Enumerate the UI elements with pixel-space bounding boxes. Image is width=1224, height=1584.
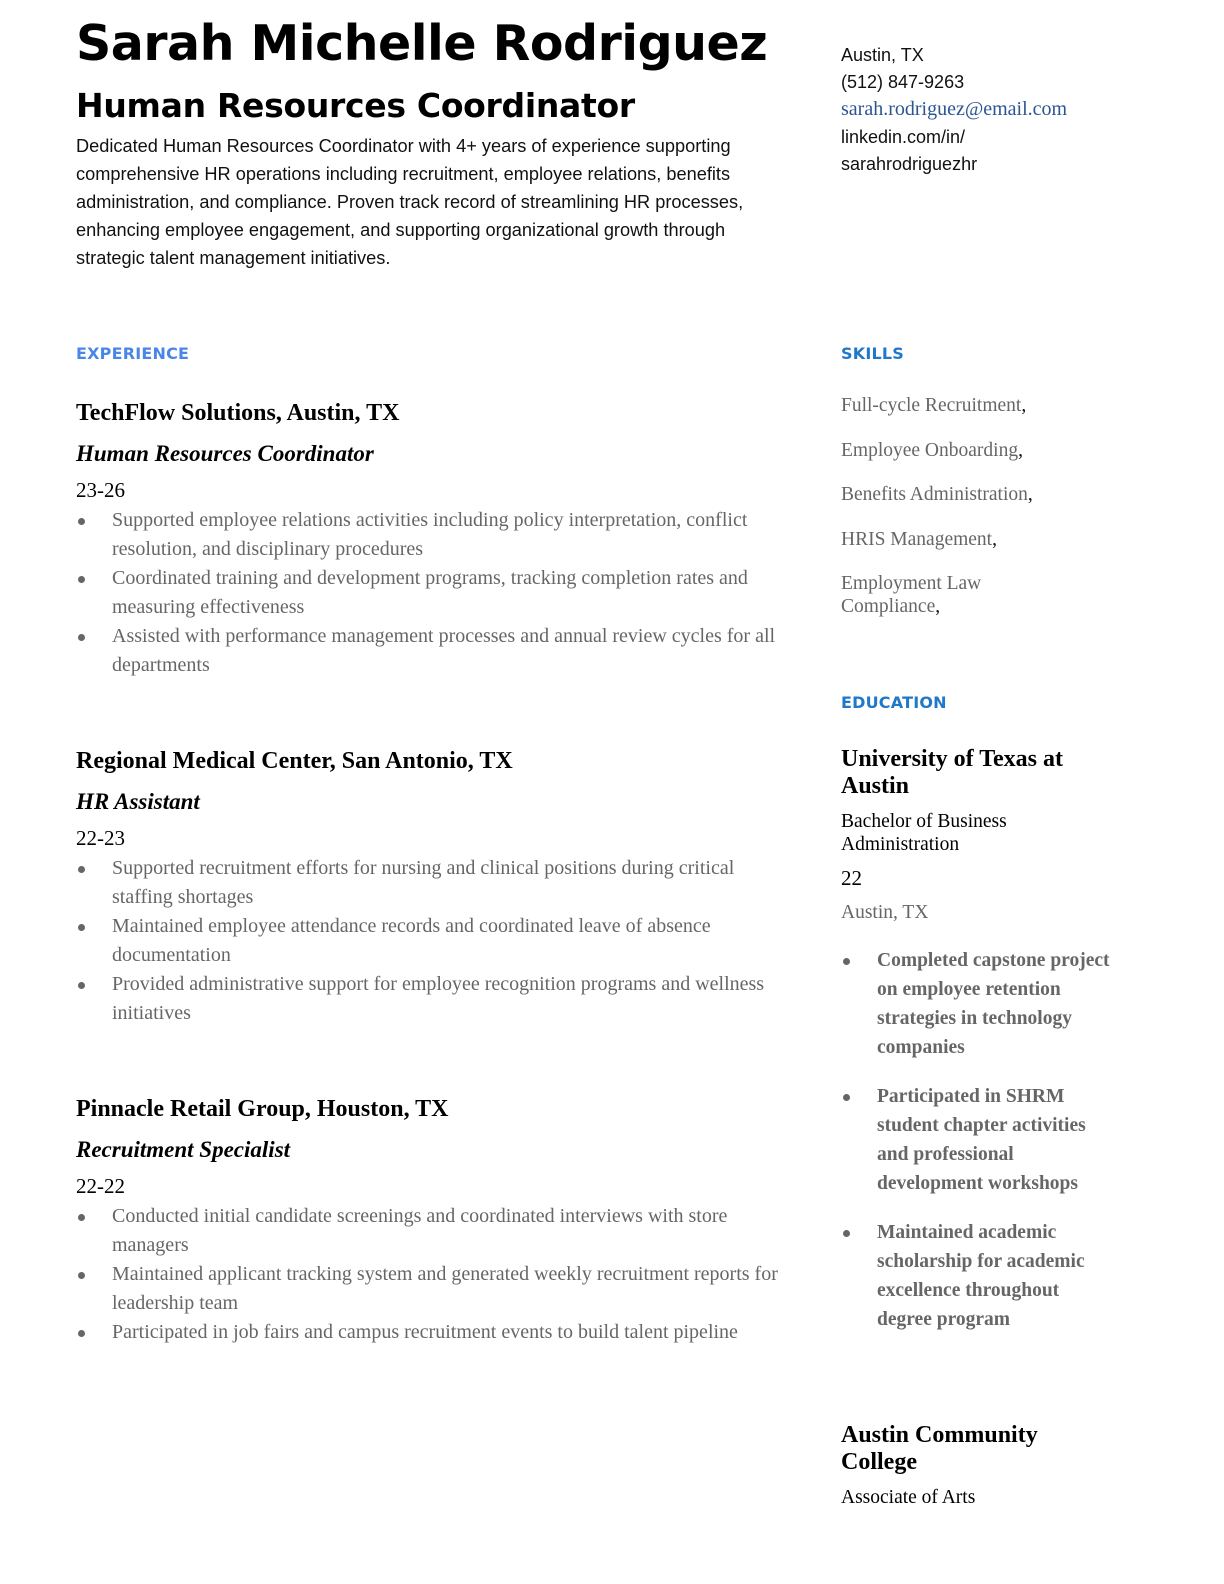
bullet-text: Maintained academic scholarship for academic excellence throughout degree program xyxy=(877,1222,1085,1330)
skill-item xyxy=(841,395,1116,418)
bullet-item xyxy=(841,946,1116,1062)
bullet-text: Coordinated training and development programs, tracking completion rates and measuring effectiveness xyxy=(112,567,748,618)
job-role: Recruitment Specialist xyxy=(76,1137,291,1162)
edu-degree: Associate of Arts xyxy=(841,1487,976,1508)
job-bullets xyxy=(76,854,788,1028)
skill-item xyxy=(841,484,1116,507)
bullet-item xyxy=(76,622,788,680)
skills-heading: SKILLS xyxy=(841,344,904,363)
candidate-name: Sarah Michelle Rodriguez xyxy=(76,15,768,72)
job-bullets xyxy=(76,506,788,680)
skill-name: Full-cycle Recruitment xyxy=(841,395,1022,416)
bullet-icon xyxy=(78,866,85,873)
bullet-icon xyxy=(78,924,85,931)
skill-name: Benefits Administration xyxy=(841,484,1028,505)
edu-degree: Bachelor of Business Administration xyxy=(841,811,1007,855)
bullet-text: Supported recruitment efforts for nursing and clinical positions during critical staffing shortages xyxy=(112,857,735,908)
bullet-item xyxy=(76,912,788,970)
bullet-item xyxy=(76,970,788,1028)
job-dates: 23-26 xyxy=(76,478,125,502)
bullet-icon xyxy=(78,518,85,525)
skill-item xyxy=(841,573,1021,618)
job-role: HR Assistant xyxy=(76,789,200,814)
skill-separator: , xyxy=(1027,484,1033,505)
job-role: Human Resources Coordinator xyxy=(76,441,374,466)
bullet-text: Maintained employee attendance records and coordinated leave of absence documentation xyxy=(112,915,711,966)
experience-heading: EXPERIENCE xyxy=(76,344,190,363)
contact-linkedin-line2[interactable]: sarahrodriguezhr xyxy=(841,153,978,174)
professional-summary: Dedicated Human Resources Coordinator with 4+ years of experience supporting comprehensive HR operations including recruitment, employee relations, benefits administration, and compliance. Proven track record of streamlining HR processes, enhancing employee engagement, and supporting organizational growth through strategic talent management initiatives. xyxy=(76,136,744,268)
edu-school: Austin Community College xyxy=(841,1422,1038,1475)
contact-phone: (512) 847-9263 xyxy=(841,72,965,93)
contact-info xyxy=(841,42,1116,178)
job-entry xyxy=(76,746,788,1028)
bullet-item xyxy=(76,564,788,622)
job-dates: 22-22 xyxy=(76,1174,125,1198)
skills-list xyxy=(841,395,1116,640)
bullet-item xyxy=(76,1318,788,1347)
job-title: Human Resources Coordinator xyxy=(76,86,635,125)
contact-linkedin-line1[interactable]: linkedin.com/in/ xyxy=(841,126,966,147)
bullet-icon xyxy=(843,1230,850,1237)
education-heading: EDUCATION xyxy=(841,693,947,712)
skill-name: Employment Law Compliance xyxy=(841,573,982,617)
bullet-item xyxy=(76,1260,788,1318)
bullet-icon xyxy=(78,1330,85,1337)
bullet-text: Participated in SHRM student chapter activities and professional development workshops xyxy=(877,1086,1086,1194)
bullet-icon xyxy=(843,958,850,965)
bullet-icon xyxy=(843,1094,850,1101)
skill-separator: , xyxy=(992,528,997,550)
skill-separator: , xyxy=(1021,395,1027,416)
skill-item xyxy=(841,440,1116,463)
job-company: TechFlow Solutions, Austin, TX xyxy=(76,400,400,426)
job-company: Pinnacle Retail Group, Houston, TX xyxy=(76,1096,449,1122)
bullet-text: Provided administrative support for employee recognition programs and wellness initiatives xyxy=(112,973,765,1024)
edu-school: University of Texas at Austin xyxy=(841,746,1063,799)
bullet-icon xyxy=(78,1272,85,1279)
skill-name: Employee Onboarding xyxy=(841,439,1019,461)
bullet-text: Conducted initial candidate screenings and coordinated interviews with store managers xyxy=(112,1205,728,1256)
skill-name: HRIS Management xyxy=(841,528,993,550)
bullet-icon xyxy=(78,576,85,583)
bullet-text: Assisted with performance management processes and annual review cycles for all departments xyxy=(112,625,776,676)
bullet-icon xyxy=(78,1214,85,1221)
bullet-item xyxy=(76,1202,788,1260)
edu-year: 22 xyxy=(841,866,862,890)
contact-email-link[interactable]: sarah.rodriguez@email.com xyxy=(841,98,1068,121)
skill-separator: , xyxy=(1018,439,1023,461)
bullet-icon xyxy=(78,982,85,989)
job-entry xyxy=(76,1094,788,1347)
job-bullets xyxy=(76,1202,788,1347)
bullet-text: Supported employee relations activities including policy interpretation, conflict resolution, and disciplinary procedures xyxy=(112,509,748,560)
bullet-item xyxy=(841,1218,1116,1334)
job-entry xyxy=(76,398,788,680)
edu-location: Austin, TX xyxy=(841,902,929,923)
education-entry xyxy=(841,1422,1116,1510)
education-entry xyxy=(841,746,1116,1354)
job-company: Regional Medical Center, San Antonio, TX xyxy=(76,748,513,774)
bullet-text: Completed capstone project on employee retention strategies in technology companies xyxy=(877,950,1110,1058)
bullet-item xyxy=(76,506,788,564)
bullet-item xyxy=(841,1082,1116,1198)
contact-location: Austin, TX xyxy=(841,45,924,65)
skill-item xyxy=(841,529,1116,552)
job-dates: 22-23 xyxy=(76,826,125,850)
bullet-icon xyxy=(78,634,85,641)
bullet-text: Participated in job fairs and campus recruitment events to build talent pipeline xyxy=(112,1321,738,1343)
skill-separator: , xyxy=(935,595,941,617)
bullet-text: Maintained applicant tracking system and generated weekly recruitment reports for leadership team xyxy=(112,1263,778,1314)
bullet-item xyxy=(76,854,788,912)
edu-bullets xyxy=(841,946,1116,1334)
